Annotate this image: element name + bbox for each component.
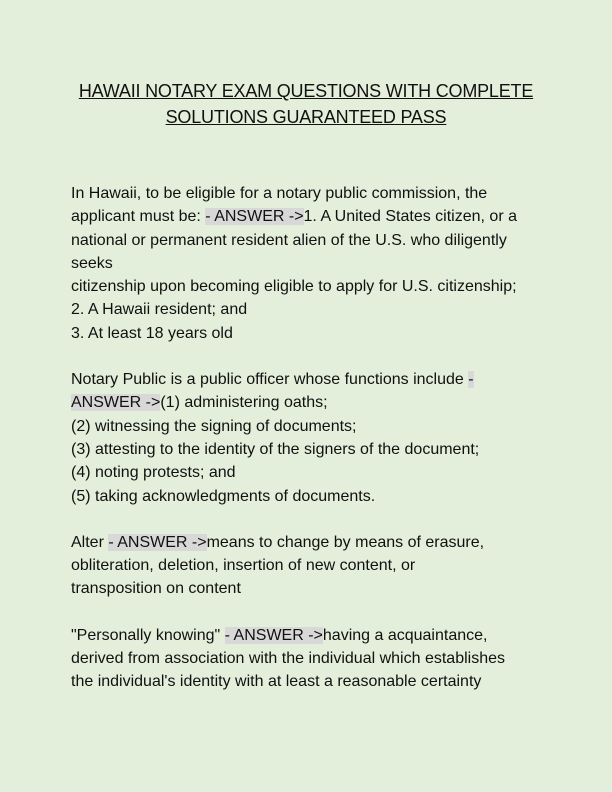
answer-text: citizenship upon becoming eligible to apply for U.S. citizenship;	[71, 278, 517, 296]
title-line-2: SOLUTIONS GUARANTEED PASS	[165, 107, 447, 127]
answer-marker: - ANSWER ->	[205, 208, 304, 226]
question-text: applicant must be:	[71, 208, 206, 226]
qa-item-1	[71, 182, 551, 345]
answer-text: (3) attesting to the identity of the signers of the document;	[71, 440, 480, 458]
answer-text: 1. A United States citizen, or a	[303, 208, 517, 226]
qa-item-3	[71, 531, 551, 601]
answer-text: having a acquaintance,	[322, 626, 488, 644]
question-text: In Hawaii, to be eligible for a notary public commission, the	[71, 185, 488, 202]
answer-text: seeks	[71, 254, 113, 272]
answer-text: (5) taking acknowledgments of documents.	[71, 487, 376, 505]
answer-text: 2. A Hawaii resident; and	[71, 301, 248, 319]
answer-text: derived from association with the individual which establishes	[71, 650, 505, 668]
answer-text: national or permanent resident alien of the U.S. who diligently	[71, 231, 507, 249]
answer-text: the individual's identity with at least a reasonable certainty	[71, 673, 482, 691]
answer-marker: -	[468, 371, 474, 389]
answer-text: means to change by means of erasure,	[206, 533, 485, 551]
qa-content	[71, 182, 551, 717]
answer-text: transposition on content	[71, 580, 241, 598]
answer-text: (2) witnessing the signing of documents;	[71, 417, 357, 435]
title-line-1: HAWAII NOTARY EXAM QUESTIONS WITH COMPLETE	[78, 81, 534, 101]
question-text: Notary Public is a public officer whose functions include	[71, 371, 469, 389]
answer-marker: - ANSWER ->	[108, 533, 207, 551]
answer-text: 3. At least 18 years old	[71, 324, 233, 342]
question-text: Alter	[71, 533, 109, 551]
answer-marker: - ANSWER ->	[224, 626, 323, 644]
answer-marker: ANSWER ->	[71, 394, 161, 412]
answer-text: (1) administering oaths;	[160, 394, 328, 412]
answer-text: obliteration, deletion, insertion of new content, or	[71, 557, 416, 575]
document-title	[0, 78, 612, 130]
qa-item-2	[71, 368, 551, 508]
answer-text: (4) noting protests; and	[71, 464, 236, 482]
qa-item-4	[71, 624, 551, 694]
question-text: "Personally knowing"	[71, 626, 225, 644]
